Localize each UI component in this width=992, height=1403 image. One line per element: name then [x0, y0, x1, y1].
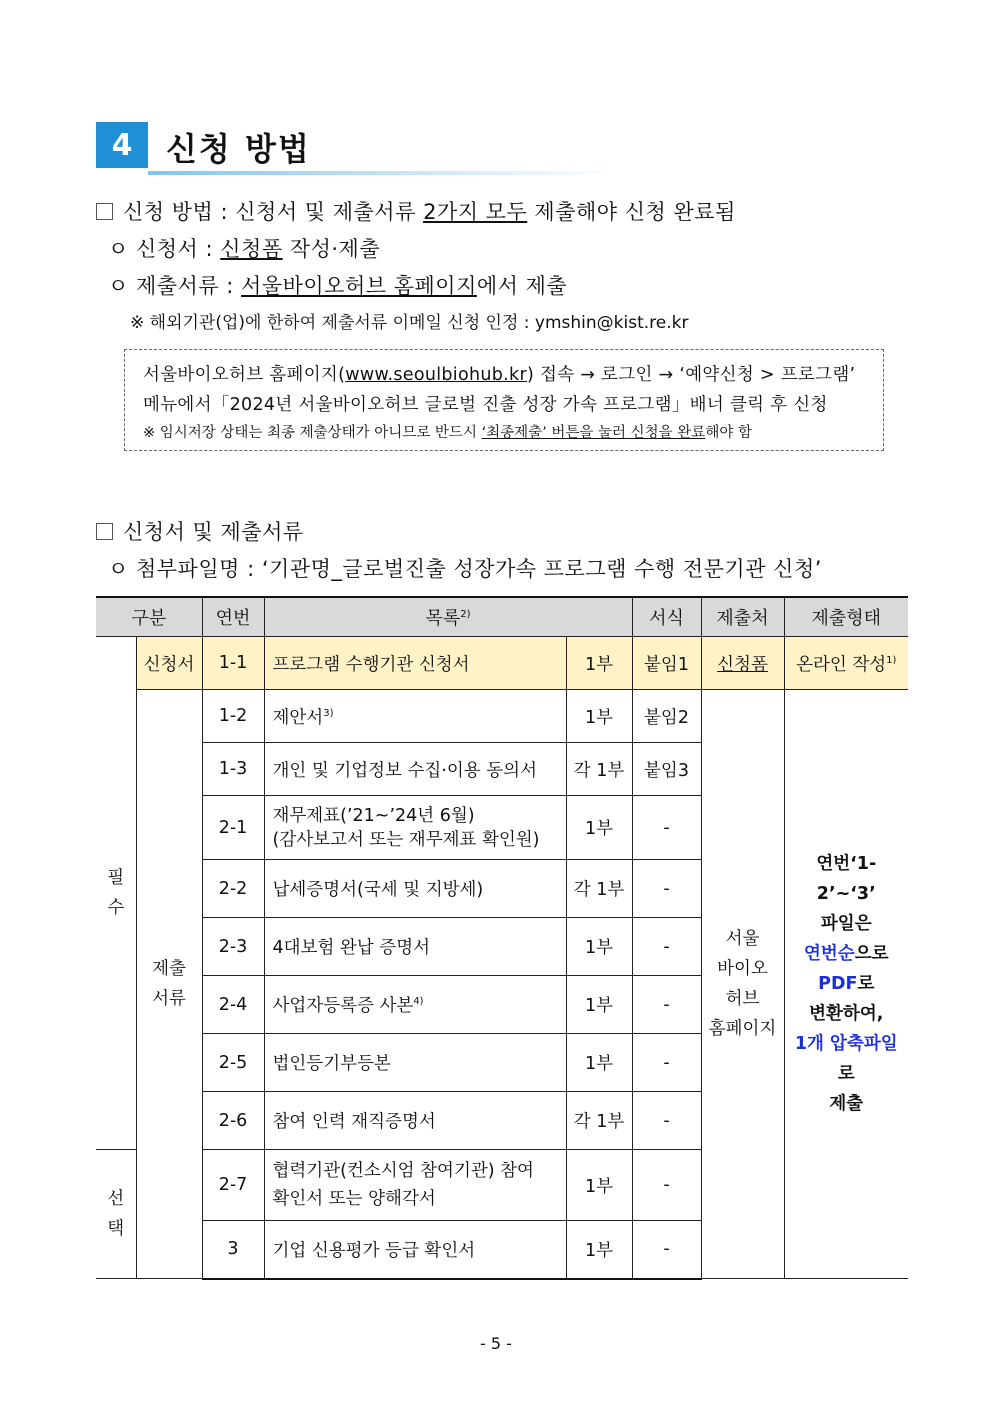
- dest-homepage: 서울 바이오 허브 홈페이지: [701, 690, 784, 1279]
- type-submission: 연번‘1-2’~‘3’ 파일은 연번순으로 PDF로 변환하여, 1개 압축파일로 제출: [784, 690, 908, 1279]
- row-name: 사업자등록증 사본$^{4)}$: [264, 976, 566, 1034]
- application-form-link[interactable]: 신청폼: [220, 237, 283, 261]
- row-name: 4대보험 완납 증명서: [264, 918, 566, 976]
- table-row: [96, 690, 908, 743]
- sub-application: 신청서: [136, 637, 202, 690]
- row-name: 재무제표(’21~’24년 6월) (감사보고서 또는 재무제표 확인원): [264, 796, 566, 860]
- docs-label: ㅇ 제출서류 :: [108, 274, 242, 298]
- checkbox-square-icon: [96, 203, 113, 220]
- row-name: 제안서$^{3)}$: [264, 690, 566, 743]
- instruction-line-1: 서울바이오허브 홈페이지(www.seoulbiohub.kr) 접속 → 로그인 → ‘예약신청 > 프로그램’: [143, 365, 856, 385]
- row-num: 2-1: [202, 796, 264, 860]
- attachment-filename: ㅇ 첨부파일명 : ‘기관명_글로벌진출 성장가속 프로그램 수행 전문기관 신청’: [108, 557, 822, 581]
- header-num: 연번: [202, 597, 264, 637]
- row-num: 2-3: [202, 918, 264, 976]
- section-underline: [148, 171, 618, 175]
- row-num: 3: [202, 1221, 264, 1279]
- row-num: 1-1: [202, 637, 264, 690]
- row-qty: 각 1부: [566, 1092, 632, 1150]
- row-num: 2-5: [202, 1034, 264, 1092]
- group-optional: 선 택: [96, 1150, 136, 1279]
- method-line-2: [108, 233, 380, 263]
- instruction-note: ※ 임시저장 상태는 최종 제출상태가 아니므로 반드시 ‘최종제출’ 버튼을 눌러 신청을 완료해야 함: [143, 425, 752, 441]
- row-qty: 1부: [566, 1221, 632, 1279]
- table-row: [96, 637, 908, 690]
- page-number: - 5 -: [480, 1334, 512, 1353]
- application-text: 작성·제출: [282, 237, 381, 261]
- row-form: -: [632, 918, 701, 976]
- email-note: ※ 해외기관(업)에 한하여 제출서류 이메일 신청 인정 : ymshin@kist.re.kr: [130, 313, 689, 333]
- method-emphasis: 2가지 모두: [423, 200, 528, 224]
- row-form: -: [632, 1150, 701, 1221]
- type-online: 온라인 작성$^{1)}$: [784, 637, 908, 690]
- row-form: 붙임2: [632, 690, 701, 743]
- method-text-end: 제출해야 신청 완료됨: [527, 200, 736, 224]
- docs-text: 에서 제출: [476, 274, 568, 298]
- row-name: 납세증명서(국세 및 지방세): [264, 860, 566, 918]
- header-list: 목록$^{2)}$: [264, 597, 632, 637]
- row-name: 참여 인력 재직증명서: [264, 1092, 566, 1150]
- instruction-box: [124, 349, 884, 451]
- row-num: 2-6: [202, 1092, 264, 1150]
- row-qty: 1부: [566, 1034, 632, 1092]
- group-required: 필 수: [96, 637, 136, 1150]
- header-dest: 제출처: [701, 597, 784, 637]
- row-qty: 1부: [566, 637, 632, 690]
- homepage-link[interactable]: 서울바이오허브 홈페이지: [241, 274, 477, 298]
- row-qty: 1부: [566, 1150, 632, 1221]
- row-form: -: [632, 860, 701, 918]
- row-form: -: [632, 1092, 701, 1150]
- method-line-3: [108, 270, 567, 300]
- row-num: 2-2: [202, 860, 264, 918]
- row-qty: 각 1부: [566, 860, 632, 918]
- row-form: -: [632, 1034, 701, 1092]
- homepage-url-link[interactable]: www.seoulbiohub.kr: [345, 365, 527, 385]
- method-text: 신청 방법 : 신청서 및 제출서류: [123, 200, 424, 224]
- sub-docs: 제출 서류: [136, 690, 202, 1279]
- dest-application-form-link[interactable]: 신청폼: [701, 637, 784, 690]
- row-num: 1-2: [202, 690, 264, 743]
- row-form: 붙임3: [632, 743, 701, 796]
- docs-heading: 신청서 및 제출서류: [96, 516, 304, 546]
- row-name: 개인 및 기업정보 수집·이용 동의서: [264, 743, 566, 796]
- row-num: 1-3: [202, 743, 264, 796]
- row-num: 2-4: [202, 976, 264, 1034]
- row-form: -: [632, 1221, 701, 1279]
- row-num: 2-7: [202, 1150, 264, 1221]
- row-qty: 1부: [566, 918, 632, 976]
- header-type: 제출형태: [784, 597, 908, 637]
- row-form: -: [632, 976, 701, 1034]
- row-form: 붙임1: [632, 637, 701, 690]
- section-title: 신청 방법: [166, 130, 311, 168]
- row-form: -: [632, 796, 701, 860]
- instruction-line-2: 메뉴에서「2024년 서울바이오허브 글로벌 진출 성장 가속 프로그램」배너 클릭 후 신청: [143, 395, 828, 415]
- section-number: 4: [96, 122, 148, 168]
- row-qty: 각 1부: [566, 743, 632, 796]
- header-category: 구분: [96, 597, 202, 637]
- checkbox-square-icon: [96, 523, 113, 540]
- documents-table: [96, 596, 908, 1280]
- row-qty: 1부: [566, 690, 632, 743]
- method-line-1: [96, 196, 736, 226]
- application-label: ㅇ 신청서 :: [108, 237, 221, 261]
- row-qty: 1부: [566, 976, 632, 1034]
- row-name: 협력기관(컨소시엄 참여기관) 참여 확인서 또는 양해각서: [264, 1150, 566, 1221]
- row-qty: 1부: [566, 796, 632, 860]
- header-form: 서식: [632, 597, 701, 637]
- row-name: 기업 신용평가 등급 확인서: [264, 1221, 566, 1279]
- row-name: 법인등기부등본: [264, 1034, 566, 1092]
- table-header-row: [96, 597, 908, 637]
- row-name: 프로그램 수행기관 신청서: [264, 637, 566, 690]
